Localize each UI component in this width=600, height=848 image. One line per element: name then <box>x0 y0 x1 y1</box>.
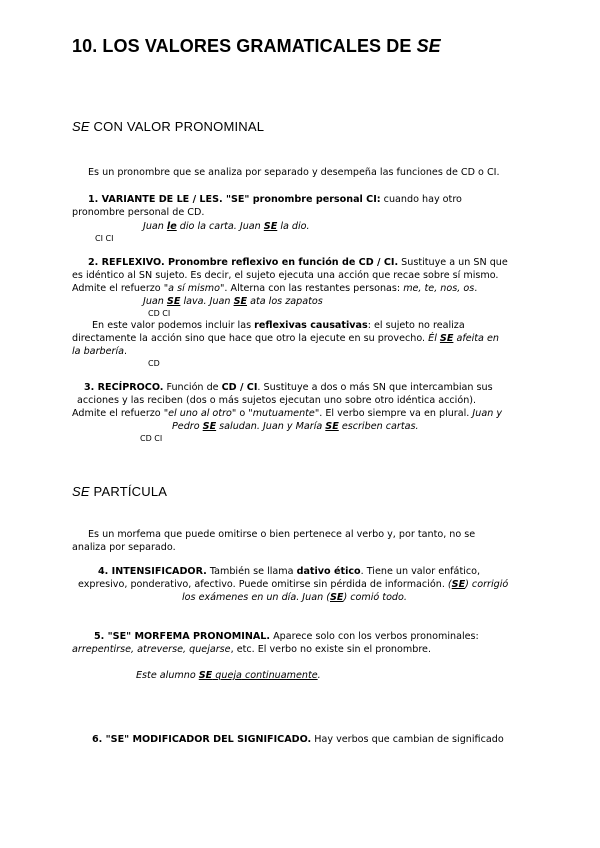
ex-se: SE <box>329 592 344 603</box>
t-part: Aparece solo con los verbos pronominales: <box>270 631 479 642</box>
ex-part: Pedro <box>172 421 203 432</box>
ex-se: SE <box>439 333 454 344</box>
causativas-line1 <box>92 319 465 332</box>
item1-example <box>143 220 310 233</box>
section2-intro-line2: analiza por separado. <box>72 542 176 553</box>
item4-line3 <box>182 591 407 604</box>
heading-rest: CON VALOR PRONOMINAL <box>89 119 265 134</box>
item2-line1 <box>88 256 508 269</box>
ex-part: Juan <box>143 221 167 232</box>
item4-line2 <box>78 578 508 591</box>
ex-queja: queja <box>212 670 242 681</box>
item1-line1 <box>88 193 462 206</box>
t-part: dativo ético <box>296 566 361 577</box>
item6-label: 6. "SE" MODIFICADOR DEL SIGNIFICADO. <box>92 734 312 745</box>
item1-line2: pronombre personal de CD. <box>72 207 205 218</box>
ex-part: ata los zapatos <box>247 296 323 307</box>
item2-text1: Sustituye a un SN que <box>398 257 508 268</box>
item5-label: 5. "SE" MORFEMA PRONOMINAL. <box>94 631 271 642</box>
t-part: el uno al otro <box>168 408 232 419</box>
ex-part: Juan <box>143 296 167 307</box>
t-part: . <box>124 346 128 357</box>
t-part: . Tiene un valor enfático, <box>360 566 481 577</box>
t-part: . <box>474 283 478 294</box>
t-part: la barbería <box>72 346 124 357</box>
ex-part: dio la carta. Juan <box>176 221 264 232</box>
t-part: arrepentirse, atreverse, quejarse <box>72 644 231 655</box>
item2-example <box>143 295 323 308</box>
t-part: mutuamente <box>252 408 315 419</box>
item3-annotation: CD CI <box>140 434 163 443</box>
item4-line1 <box>98 565 480 578</box>
item6-line1 <box>92 733 504 746</box>
t-part: Función de <box>163 382 222 393</box>
t-part: También se llama <box>206 566 297 577</box>
ex-part: la dio. <box>277 221 310 232</box>
t-part: directamente la acción sino que hace que otro la ejecute en su provecho. <box>72 333 429 344</box>
item4-label: 4. INTENSIFICADOR. <box>98 566 207 577</box>
ex-se: SE <box>202 421 217 432</box>
t-part: a sí mismo <box>168 283 221 294</box>
heading-se: SE <box>72 484 90 499</box>
causativas-annotation: CD <box>148 359 160 368</box>
item3-example <box>172 420 419 433</box>
section-heading-particula <box>72 484 167 499</box>
ex-le: le <box>166 221 177 232</box>
item2-label: 2. REFLEXIVO. Pronombre reflexivo en función de CD / CI. <box>88 257 399 268</box>
item3-line1 <box>84 381 493 394</box>
t-part: : el sujeto no realiza <box>367 320 465 331</box>
t-part: ) corrigió <box>465 579 509 590</box>
t-part: ) comió todo. <box>343 592 407 603</box>
t-part: Él <box>428 333 440 344</box>
ex-se: SE <box>451 579 466 590</box>
ex-se: SE <box>233 296 248 307</box>
t-part: Hay verbos que cambian de significado <box>311 734 504 745</box>
item2-line3 <box>72 282 477 295</box>
section-heading-pronominal <box>72 119 264 134</box>
page-title-se: SE <box>416 36 441 56</box>
section1-intro: Es un pronombre que se analiza por separado y desempeña las funciones de CD o CI. <box>88 167 500 178</box>
item2-annotation: CD CI <box>148 309 171 318</box>
t-part: En este valor podemos incluir las <box>92 320 255 331</box>
t-part: Admite el refuerzo " <box>72 283 169 294</box>
item1-label: 1. VARIANTE DE LE / LES. "SE" pronombre personal CI: <box>88 194 381 205</box>
ex-se: SE <box>263 221 278 232</box>
item1-text-a: cuando hay otro <box>380 194 462 205</box>
item5-line2 <box>72 643 431 656</box>
t-part: reflexivas causativas <box>254 320 368 331</box>
ex-part: saludan. Juan y María <box>216 421 326 432</box>
t-part: ". Alterna con las restantes personas: <box>220 283 404 294</box>
t-part: . Sustituye a dos o más SN que intercambian sus <box>257 382 493 393</box>
t-part: los exámenes en un día. Juan ( <box>182 592 330 603</box>
t-part: , etc. El verbo no existe sin el pronombre. <box>230 644 432 655</box>
t-part: Admite el refuerzo " <box>72 408 169 419</box>
ex-cont: continuamente <box>241 670 318 681</box>
causativas-line3 <box>72 345 127 358</box>
item2-line2: es idéntico al SN sujeto. Es decir, el sujeto ejecuta una acción que recae sobre sí mismo. <box>72 270 499 281</box>
item5-line1 <box>94 630 479 643</box>
t-part: me, te, nos, os <box>403 283 475 294</box>
ex-part: escriben cartas. <box>338 421 419 432</box>
item5-example <box>136 669 321 682</box>
item3-line2: acciones y las reciben (dos o más sujetos ejecutan uno sobre otro idéntica acción). <box>77 395 477 406</box>
ex-part: lava. Juan <box>180 296 234 307</box>
causativas-line2 <box>72 332 499 345</box>
t-part: ". El verbo siempre va en plural. <box>314 408 473 419</box>
page-title <box>72 36 441 57</box>
page-title-prefix: 10. LOS VALORES GRAMATICALES DE <box>72 36 417 56</box>
t-part: expresivo, ponderativo, afectivo. Puede omitirse sin pérdida de información. <box>78 579 448 590</box>
heading-se: SE <box>72 119 90 134</box>
item3-label: 3. RECÍPROCO. <box>84 382 164 393</box>
ex-part: . <box>317 670 321 681</box>
item3-line3 <box>72 407 502 420</box>
ex-se: SE <box>166 296 181 307</box>
t-part: afeita en <box>453 333 499 344</box>
ex-part: Este alumno <box>136 670 199 681</box>
t-part: " o " <box>231 408 253 419</box>
t-part: ( <box>447 579 452 590</box>
ex-se: SE <box>325 421 339 432</box>
item1-annotation: CI CI <box>95 234 114 243</box>
t-part: CD / CI <box>221 382 258 393</box>
heading-rest: PARTÍCULA <box>89 484 168 499</box>
section2-intro-line1: Es un morfema que puede omitirse o bien pertenece al verbo y, por tanto, no se <box>88 529 476 540</box>
ex-se: SE <box>198 670 213 681</box>
t-part: Juan y <box>472 408 503 419</box>
